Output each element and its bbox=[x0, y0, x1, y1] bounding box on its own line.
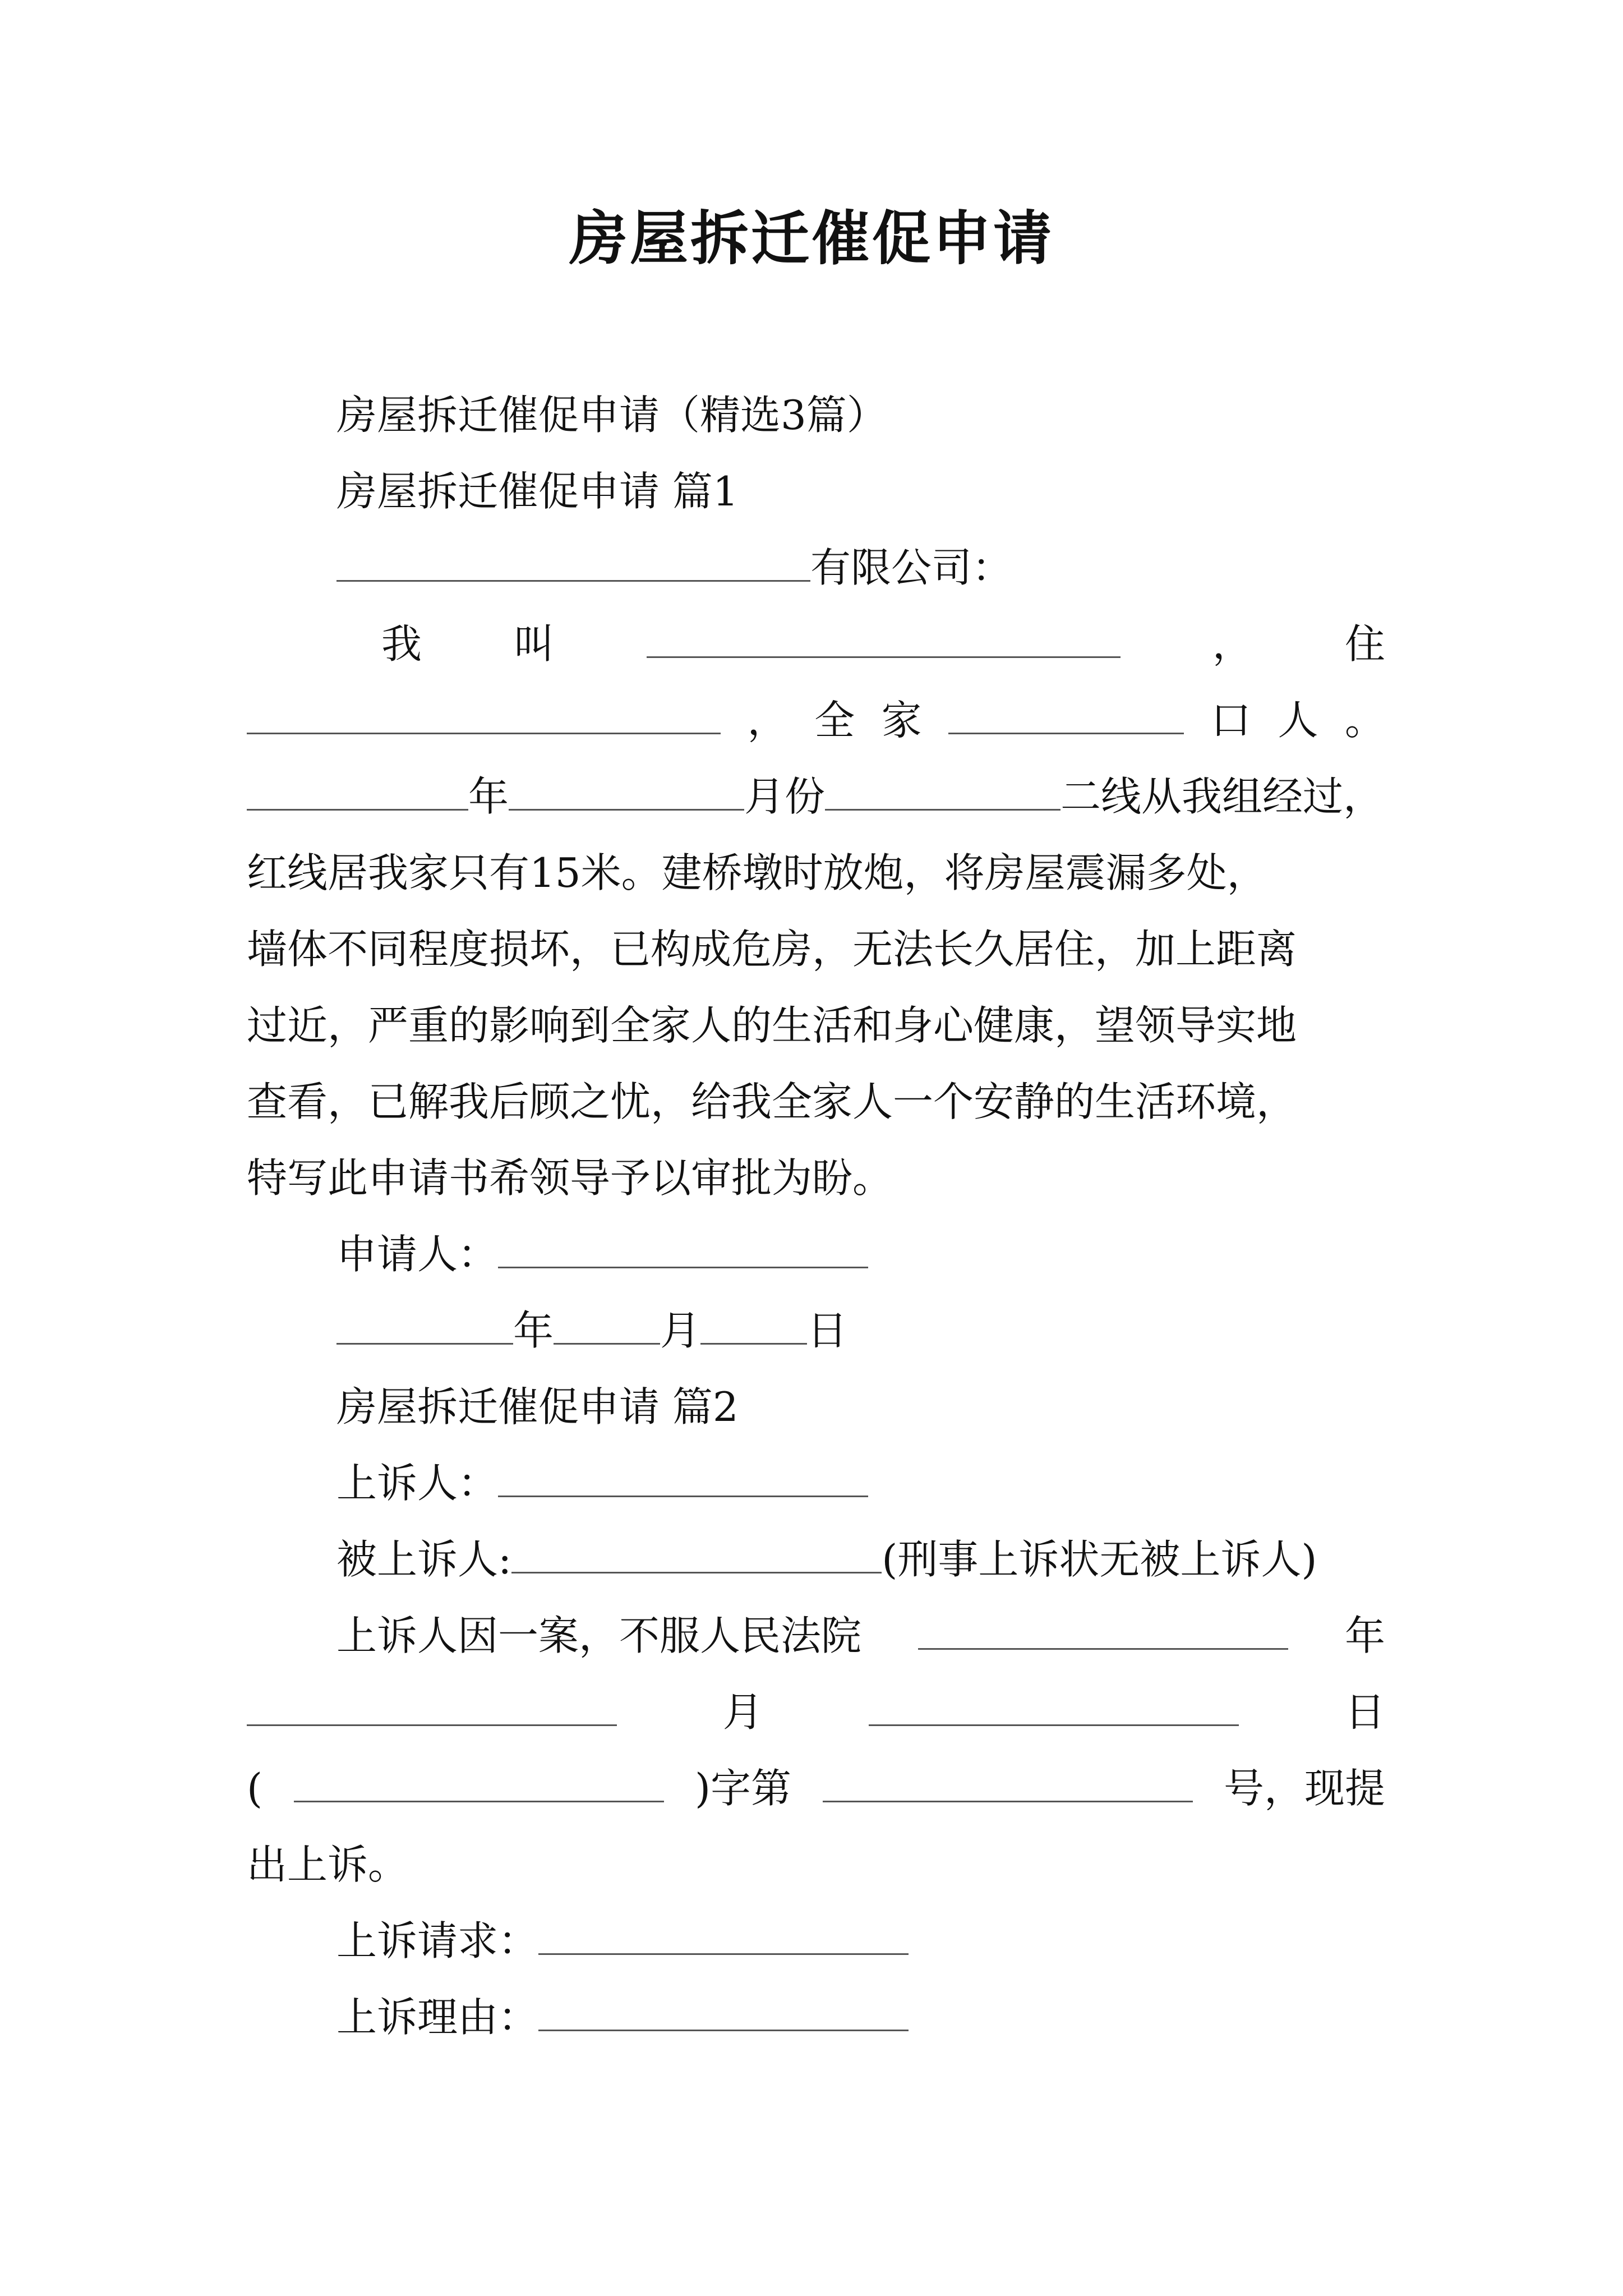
text-tail: 二线从我组经过， bbox=[1061, 773, 1384, 820]
text-year: 年 bbox=[468, 773, 509, 820]
p1-line-1 bbox=[247, 616, 1385, 672]
text-wo: 我 bbox=[381, 620, 422, 668]
text-open-paren: ( bbox=[247, 1765, 263, 1812]
applicant-label: 申请人： bbox=[336, 1231, 499, 1278]
reason-line bbox=[247, 1989, 1385, 2045]
appellee-blank[interactable] bbox=[511, 1531, 882, 1573]
reason-label: 上诉理由： bbox=[336, 1994, 539, 2041]
year-blank[interactable] bbox=[247, 769, 468, 811]
text-day: 日 bbox=[807, 1307, 848, 1354]
date-line bbox=[247, 1303, 1385, 1359]
addressee-line bbox=[247, 540, 1385, 596]
p2-line-3 bbox=[247, 1760, 1385, 1816]
text-period: 。 bbox=[1344, 697, 1385, 744]
text-month: 月 bbox=[722, 1688, 763, 1736]
subtitle: 房屋拆迁催促申请（精选3篇） bbox=[336, 392, 887, 439]
section-heading-2: 房屋拆迁催促申请 篇2 bbox=[336, 1383, 739, 1430]
text-tail: 号，现提 bbox=[1223, 1765, 1385, 1812]
applicant-line bbox=[247, 1226, 1385, 1282]
p1-line-6: 过近，严重的影响到全家人的生活和身心健康，望领导实地 bbox=[247, 1002, 1297, 1049]
date-month-blank[interactable] bbox=[554, 1303, 660, 1345]
appellant-line bbox=[247, 1455, 1385, 1511]
applicant-blank[interactable] bbox=[498, 1226, 868, 1268]
project-blank[interactable] bbox=[825, 769, 1061, 811]
judgment-year-blank[interactable] bbox=[247, 1684, 617, 1726]
reason-blank[interactable] bbox=[538, 1989, 909, 2031]
appellant-label: 上诉人： bbox=[336, 1460, 499, 1507]
text-year: 年 bbox=[1344, 1612, 1385, 1659]
p1-line-8: 特写此申请书希领导予以审批为盼。 bbox=[247, 1154, 893, 1202]
request-line bbox=[247, 1913, 1385, 1969]
text-month: 月 bbox=[660, 1307, 701, 1354]
p1-line-7: 查看，已解我后顾之忧，给我全家人一个安静的生活环境， bbox=[247, 1078, 1297, 1125]
p1-line-5: 墙体不同程度损坏，已构成危房，无法长久居住，加上距离 bbox=[247, 926, 1297, 973]
p2-line-2 bbox=[247, 1684, 1385, 1740]
text-comma: ， bbox=[1212, 620, 1253, 668]
p1-line-2 bbox=[247, 692, 1385, 748]
text-zhu: 住 bbox=[1344, 620, 1385, 668]
p1-line-4: 红线居我家只有15米。建桥墩时放炮，将房屋震漏多处， bbox=[247, 849, 1267, 896]
text-jiao: 叫 bbox=[514, 620, 555, 668]
text-day: 日 bbox=[1344, 1688, 1385, 1736]
appellee-note: (刑事上诉状无被上诉人) bbox=[882, 1536, 1317, 1583]
date-year-blank[interactable] bbox=[336, 1303, 513, 1345]
p2-line-4: 出上诉。 bbox=[247, 1841, 409, 1888]
p1-line-3 bbox=[247, 769, 1385, 825]
text-kou: 口 bbox=[1210, 697, 1251, 744]
text-quan: 全 bbox=[814, 697, 855, 744]
p2-line-1 bbox=[247, 1608, 1385, 1664]
appellant-blank[interactable] bbox=[498, 1455, 868, 1497]
text-month: 月份 bbox=[744, 773, 826, 820]
case-word-blank[interactable] bbox=[294, 1760, 664, 1802]
judgment-month-blank[interactable] bbox=[869, 1684, 1239, 1726]
text-year: 年 bbox=[513, 1307, 554, 1354]
case-number-blank[interactable] bbox=[823, 1760, 1193, 1802]
appellee-line bbox=[247, 1531, 1385, 1588]
request-blank[interactable] bbox=[538, 1913, 909, 1955]
text-comma: ， bbox=[747, 697, 788, 744]
address-blank[interactable] bbox=[247, 692, 721, 734]
text-jia: 家 bbox=[881, 697, 922, 744]
family-count-blank[interactable] bbox=[948, 692, 1184, 734]
text-ren: 人 bbox=[1278, 697, 1318, 744]
month-blank[interactable] bbox=[509, 769, 744, 811]
text-appeal: 上诉人因一案，不服人民法院 bbox=[336, 1612, 862, 1659]
company-blank[interactable] bbox=[336, 540, 810, 582]
name-blank[interactable] bbox=[647, 616, 1121, 658]
appellee-label: 被上诉人: bbox=[336, 1536, 512, 1583]
addressee-label: 有限公司： bbox=[810, 544, 1013, 591]
page-title: 房屋拆迁催促申请 bbox=[569, 204, 1054, 273]
date-day-blank[interactable] bbox=[700, 1303, 807, 1345]
text-zidi: )字第 bbox=[694, 1765, 792, 1812]
court-blank[interactable] bbox=[918, 1608, 1288, 1650]
request-label: 上诉请求： bbox=[336, 1917, 539, 1964]
section-heading-1: 房屋拆迁催促申请 篇1 bbox=[336, 468, 739, 515]
